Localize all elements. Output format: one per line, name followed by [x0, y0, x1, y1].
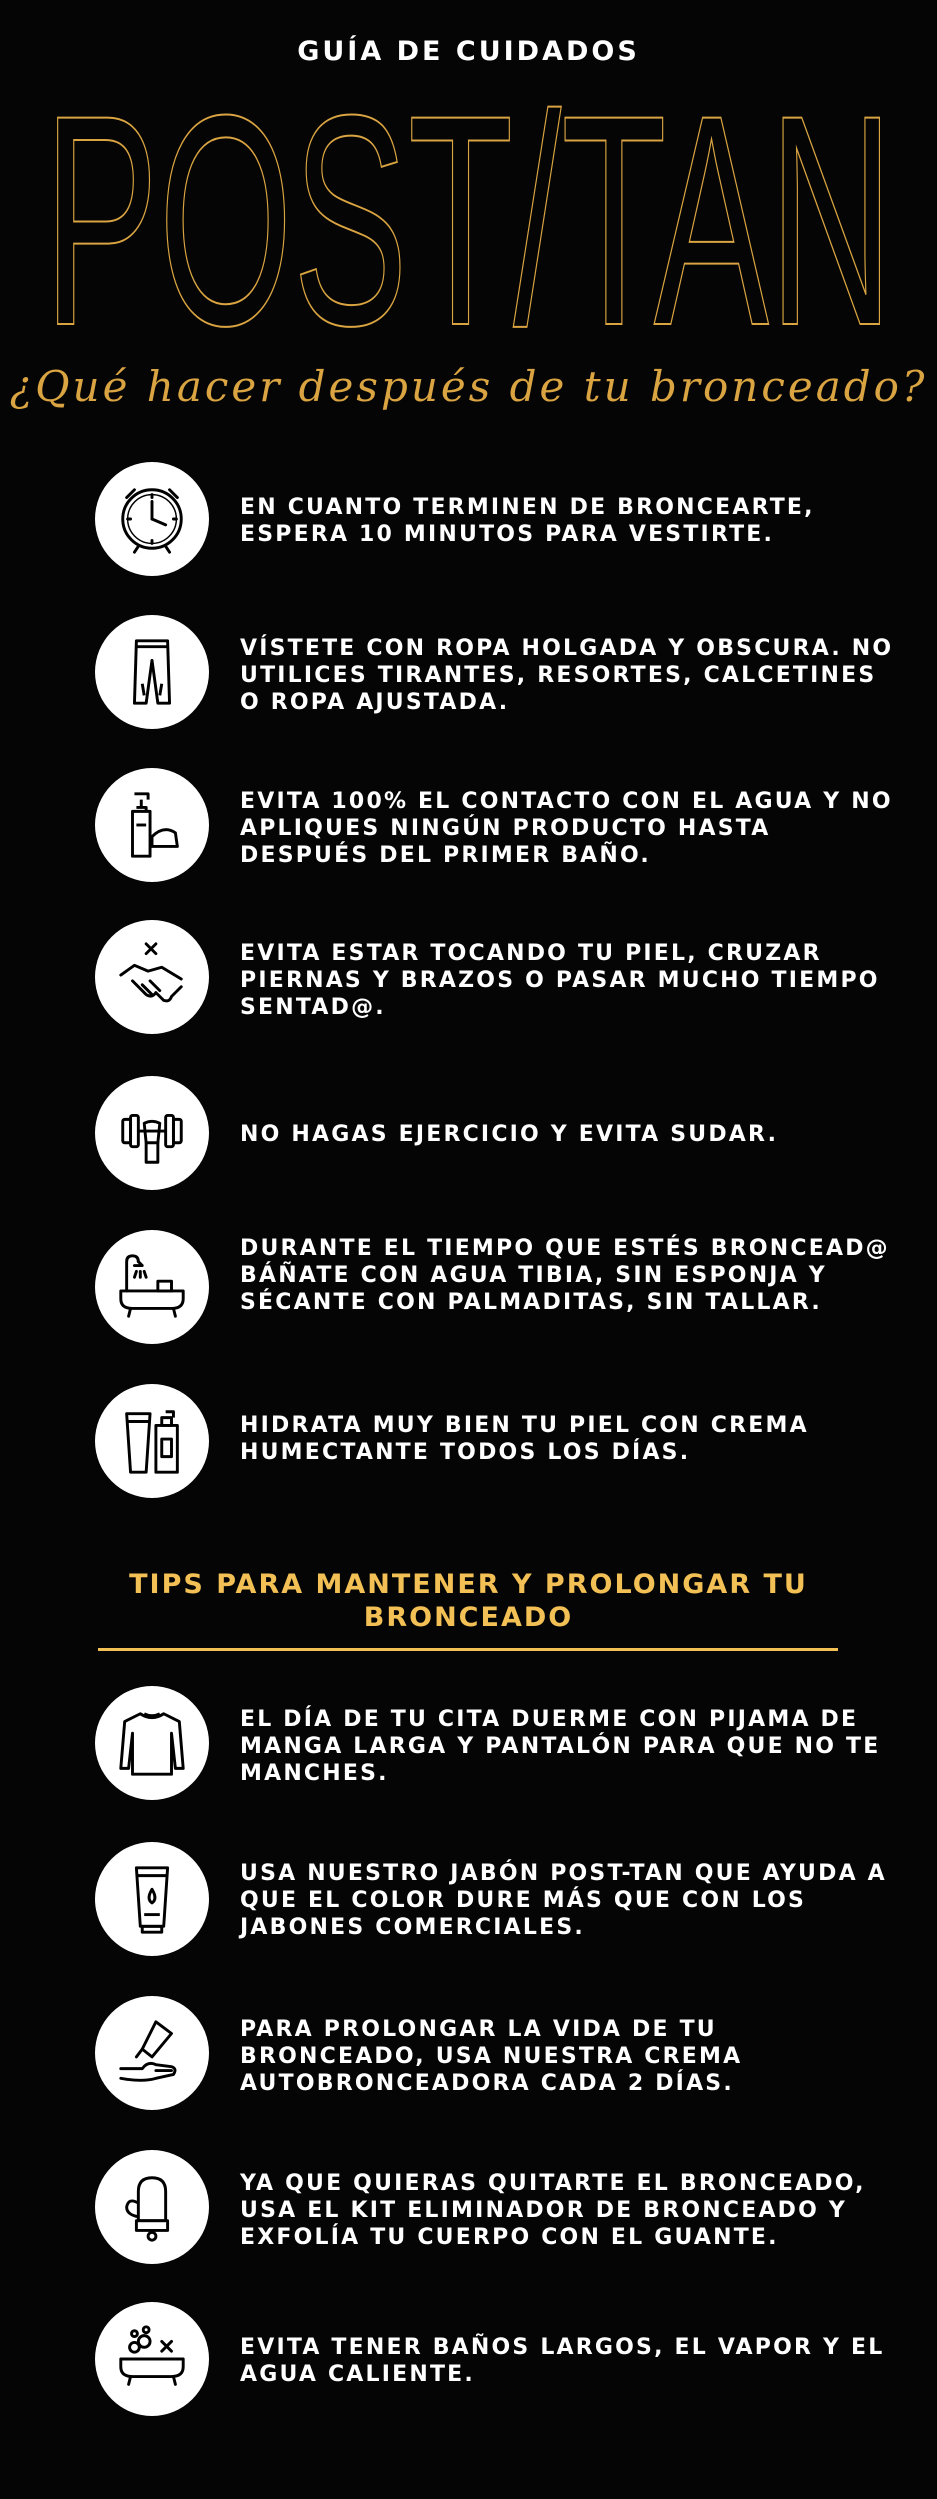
long-sleeve-shirt-icon: [95, 1686, 209, 1800]
guide-kicker: GUÍA DE CUIDADOS: [297, 36, 640, 67]
care-step-text: DURANTE EL TIEMPO QUE ESTÉS BRONCEAD@ BÁÑATE CON AGUA TIBIA, SIN ESPONJA Y SÉCANTE CON PALMADITAS, SIN TALLAR.: [240, 1236, 890, 1315]
leggings-icon: [95, 615, 209, 729]
tip-item: [95, 1996, 895, 2112]
tips-section-title: TIPS PARA MANTENER Y PROLONGAR TU BRONCEADO: [129, 1569, 808, 1633]
care-step-text: EVITA 100% EL CONTACTO CON EL AGUA Y NO APLIQUES NINGÚN PRODUCTO HASTA DESPUÉS DEL PRIMER BAÑO.: [240, 789, 893, 868]
tip-item: [95, 2302, 895, 2418]
care-step: [95, 462, 895, 578]
tip-item-text: PARA PROLONGAR LA VIDA DE TU BRONCEADO, USA NUESTRA CREMA AUTOBRONCEADORA CADA 2 DÍAS.: [240, 2017, 743, 2096]
care-step-text: EN CUANTO TERMINEN DE BRONCEARTE, ESPERA 10 MINUTOS PARA VESTIRTE.: [240, 495, 815, 547]
tip-item: [95, 1686, 895, 1802]
hero-title: [40, 92, 897, 342]
care-step: [95, 1076, 895, 1192]
no-long-bath-icon: [95, 2302, 209, 2416]
lotion-bottle-icon: [95, 768, 209, 882]
care-step-text: HIDRATA MUY BIEN TU PIEL CON CREMA HUMECTANTE TODOS LOS DÍAS.: [240, 1413, 809, 1465]
care-step: [95, 615, 895, 731]
care-step: [95, 1384, 895, 1500]
tip-item-text: YA QUE QUIERAS QUITARTE EL BRONCEADO, USA EL KIT ELIMINADOR DE BRONCEADO Y EXFOLÍA TU CUERPO CON EL GUANTE.: [240, 2171, 866, 2250]
no-touch-handshake-icon: [95, 920, 209, 1034]
dumbbell-icon: [95, 1076, 209, 1190]
care-step-text: EVITA ESTAR TOCANDO TU PIEL, CRUZAR PIERNAS Y BRAZOS O PASAR MUCHO TIEMPO SENTAD@.: [240, 941, 880, 1020]
tips-divider: [98, 1648, 838, 1651]
cream-tubes-icon: [95, 1384, 209, 1498]
tip-item-text: EVITA TENER BAÑOS LARGOS, EL VAPOR Y EL AGUA CALIENTE.: [240, 2335, 885, 2387]
care-step-text: NO HAGAS EJERCICIO Y EVITA SUDAR.: [240, 1122, 779, 1147]
tip-item: [95, 2150, 895, 2266]
tip-item-text: USA NUESTRO JABÓN POST-TAN QUE AYUDA A QUE EL COLOR DURE MÁS QUE CON LOS JABONES COMERCIALES.: [240, 1861, 887, 1940]
exfoliating-mitt-icon: [95, 2150, 209, 2264]
cream-application-icon: [95, 1996, 209, 2110]
tip-item-text: EL DÍA DE TU CITA DUERME CON PIJAMA DE MANGA LARGA Y PANTALÓN PARA QUE NO TE MANCHES.: [240, 1707, 881, 1786]
soap-tube-icon: [95, 1842, 209, 1956]
care-step: [95, 1230, 895, 1346]
clock-icon: [95, 462, 209, 576]
bathtub-shower-icon: [95, 1230, 209, 1344]
subtitle: ¿Qué hacer después de tu bronceado?: [9, 362, 928, 411]
care-step-text: VÍSTETE CON ROPA HOLGADA Y OBSCURA. NO UTILICES TIRANTES, RESORTES, CALCETINES O ROPA AJUSTADA.: [240, 636, 894, 715]
care-step: [95, 920, 895, 1036]
hero-title-text: POST/TAN: [43, 92, 894, 342]
care-step: [95, 768, 895, 884]
tip-item: [95, 1842, 895, 1958]
